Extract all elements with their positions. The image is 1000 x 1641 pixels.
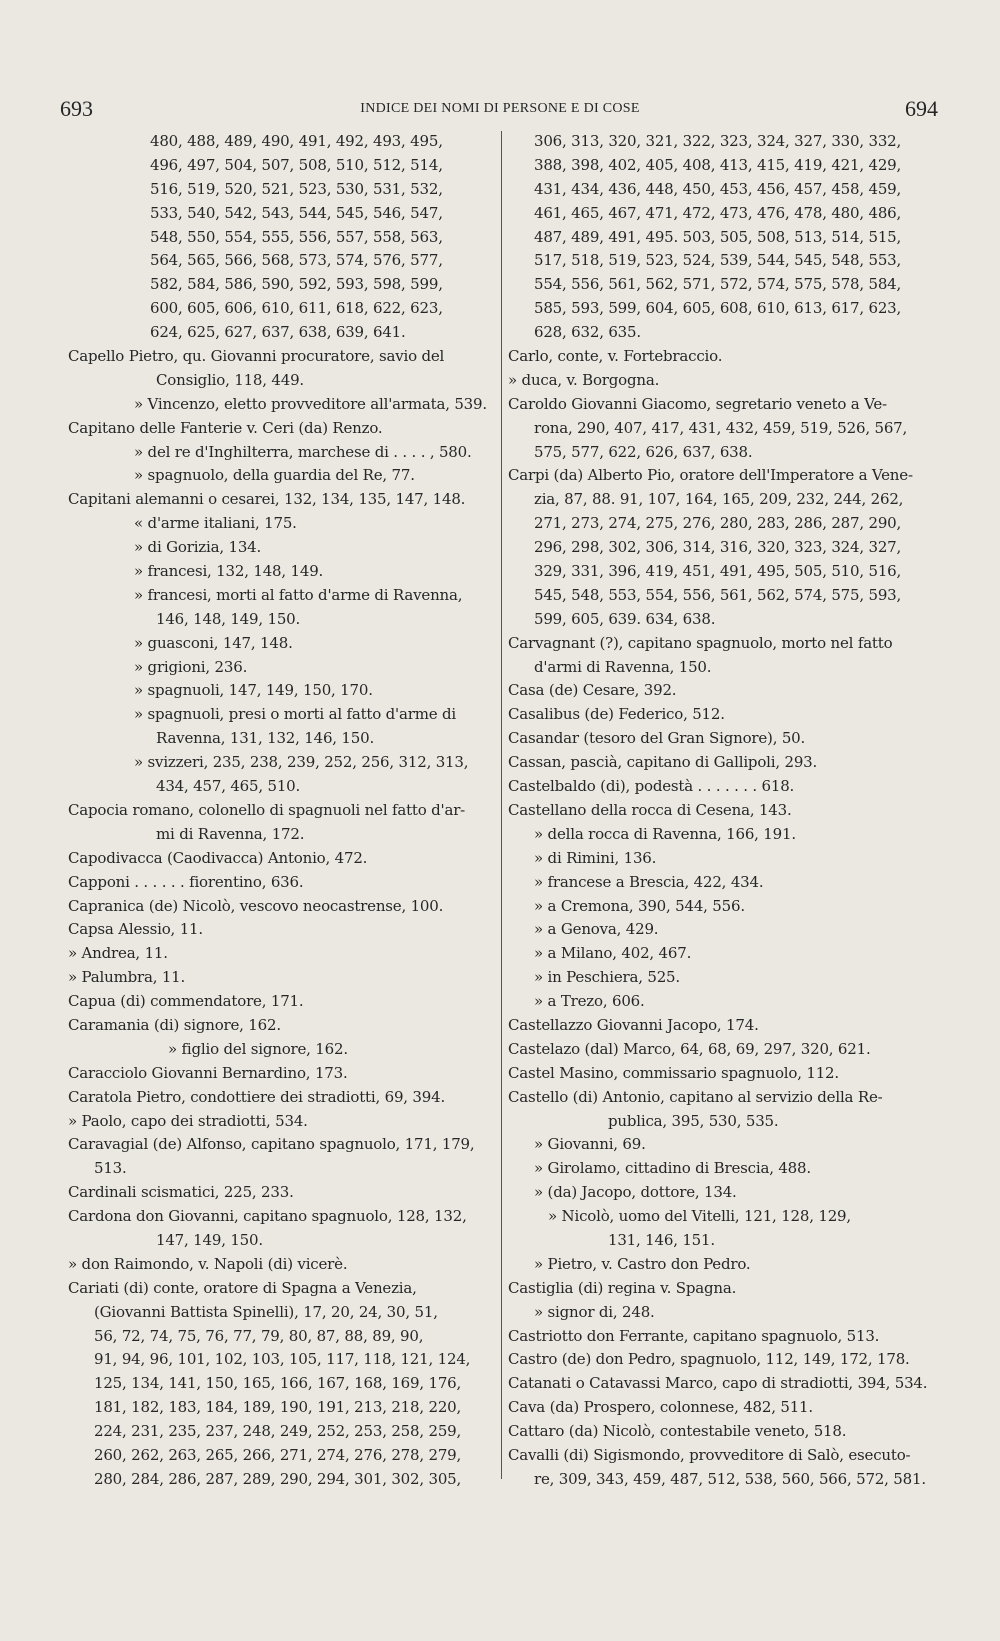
running-title: INDICE DEI NOMI DI PERSONE E DI COSE bbox=[360, 101, 640, 116]
index-line: » svizzeri, 235, 238, 239, 252, 256, 312, 313, bbox=[134, 753, 469, 772]
index-line: Capponi . . . . . . fiorentino, 636. bbox=[68, 872, 304, 891]
index-line: 296, 298, 302, 306, 314, 316, 320, 323, 324, 327, bbox=[534, 538, 902, 557]
index-line: » grigioni, 236. bbox=[134, 657, 248, 676]
index-line: 516, 519, 520, 521, 523, 530, 531, 532, bbox=[150, 179, 443, 198]
index-line: 271, 273, 274, 275, 276, 280, 283, 286, 287, 290, bbox=[534, 514, 902, 533]
index-line: Consiglio, 118, 449. bbox=[156, 370, 304, 389]
index-line: 575, 577, 622, 626, 637, 638. bbox=[534, 442, 753, 461]
index-line: » Girolamo, cittadino di Brescia, 488. bbox=[534, 1159, 811, 1178]
index-line: » figlio del signore, 162. bbox=[168, 1039, 348, 1058]
index-line: » francese a Brescia, 422, 434. bbox=[534, 872, 764, 891]
index-line: 131, 146, 151. bbox=[608, 1230, 715, 1249]
index-line: » (da) Jacopo, dottore, 134. bbox=[534, 1183, 737, 1202]
index-line: Casandar (tesoro del Gran Signore), 50. bbox=[508, 729, 806, 748]
index-line: 461, 465, 467, 471, 472, 473, 476, 478, 480, 486, bbox=[534, 203, 902, 222]
index-line: » in Peschiera, 525. bbox=[534, 968, 680, 987]
index-line: 533, 540, 542, 543, 544, 545, 546, 547, bbox=[150, 203, 443, 222]
index-line: « d'arme italiani, 175. bbox=[134, 514, 297, 533]
index-line: 431, 434, 436, 448, 450, 453, 456, 457, 458, 459, bbox=[534, 179, 902, 198]
page-number-right: 694 bbox=[905, 96, 938, 121]
index-line: zia, 87, 88. 91, 107, 164, 165, 209, 232, 244, 262, bbox=[534, 490, 904, 509]
index-line: » don Raimondo, v. Napoli (di) vicerè. bbox=[68, 1254, 348, 1273]
index-line: » Andrea, 11. bbox=[68, 944, 168, 963]
index-line: 585, 593, 599, 604, 605, 608, 610, 613, 617, 623, bbox=[534, 299, 902, 318]
index-line: Castelazo (dal) Marco, 64, 68, 69, 297, 320, 621. bbox=[508, 1039, 871, 1058]
index-line: 181, 182, 183, 184, 189, 190, 191, 213, 218, 220, bbox=[94, 1398, 462, 1417]
index-line: » a Trezo, 606. bbox=[534, 992, 645, 1011]
index-line: Castro (de) don Pedro, spagnuolo, 112, 149, 172, 178. bbox=[508, 1350, 910, 1369]
index-line: 599, 605, 639. 634, 638. bbox=[534, 609, 716, 628]
index-line: » di Gorizia, 134. bbox=[134, 538, 262, 557]
index-line: » a Cremona, 390, 544, 556. bbox=[534, 896, 745, 915]
index-line: Capello Pietro, qu. Giovanni procuratore, savio del bbox=[68, 347, 445, 366]
index-line: 224, 231, 235, 237, 248, 249, 252, 253, 258, 259, bbox=[94, 1422, 462, 1441]
index-line: » Nicolò, uomo del Vitelli, 121, 128, 129, bbox=[548, 1207, 851, 1226]
index-line: 306, 313, 320, 321, 322, 323, 324, 327, 330, 332, bbox=[534, 132, 902, 150]
index-line: 388, 398, 402, 405, 408, 413, 415, 419, 421, 429, bbox=[534, 155, 902, 174]
index-line: 628, 632, 635. bbox=[534, 323, 641, 342]
page-number-left: 693 bbox=[60, 96, 93, 121]
column-divider bbox=[501, 131, 502, 1479]
index-line: » guasconi, 147, 148. bbox=[134, 633, 293, 652]
index-line: Caracciolo Giovanni Bernardino, 173. bbox=[68, 1063, 348, 1082]
index-line: publica, 395, 530, 535. bbox=[608, 1111, 779, 1130]
index-line: » Giovanni, 69. bbox=[534, 1135, 646, 1154]
index-line: Cariati (di) conte, oratore di Spagna a Venezia, bbox=[68, 1278, 417, 1297]
index-line: Cassan, pascià, capitano di Gallipoli, 293. bbox=[508, 753, 818, 772]
index-line: re, 309, 343, 459, 487, 512, 538, 560, 566, 572, 581. bbox=[534, 1469, 926, 1488]
index-line: » della rocca di Ravenna, 166, 191. bbox=[534, 824, 796, 843]
index-line: Caroldo Giovanni Giacomo, segretario veneto a Ve- bbox=[508, 394, 887, 413]
index-line: 434, 457, 465, 510. bbox=[156, 777, 301, 796]
index-line: » di Rimini, 136. bbox=[534, 848, 657, 867]
index-line: 146, 148, 149, 150. bbox=[156, 609, 301, 628]
index-line: 496, 497, 504, 507, 508, 510, 512, 514, bbox=[150, 155, 443, 174]
index-line: 624, 625, 627, 637, 638, 639, 641. bbox=[150, 323, 406, 342]
index-line: 513. bbox=[94, 1159, 127, 1178]
index-line: 329, 331, 396, 419, 451, 491, 495, 505, 510, 516, bbox=[534, 562, 902, 581]
index-line: Capua (di) commendatore, 171. bbox=[68, 992, 304, 1011]
index-line: 600, 605, 606, 610, 611, 618, 622, 623, bbox=[150, 299, 443, 318]
index-line: » Vincenzo, eletto provveditore all'armata, 539. bbox=[134, 394, 487, 413]
index-line: Caravagial (de) Alfonso, capitano spagnuolo, 171, 179, bbox=[68, 1135, 475, 1154]
index-line: Castello (di) Antonio, capitano al servizio della Re- bbox=[508, 1087, 883, 1106]
index-line: 260, 262, 263, 265, 266, 271, 274, 276, 278, 279, bbox=[94, 1445, 462, 1464]
index-line: » a Milano, 402, 467. bbox=[534, 944, 692, 963]
index-line: mi di Ravenna, 172. bbox=[156, 824, 305, 843]
index-line: Cardinali scismatici, 225, 233. bbox=[68, 1183, 294, 1202]
index-line: 548, 550, 554, 555, 556, 557, 558, 563, bbox=[150, 227, 443, 246]
index-line: Castellazzo Giovanni Jacopo, 174. bbox=[508, 1015, 759, 1034]
index-line: 554, 556, 561, 562, 571, 572, 574, 575, 578, 584, bbox=[534, 275, 902, 294]
index-line: 564, 565, 566, 568, 573, 574, 576, 577, bbox=[150, 251, 443, 270]
index-column-right bbox=[508, 130, 934, 1492]
index-line: d'armi di Ravenna, 150. bbox=[534, 657, 712, 676]
index-line: Casa (de) Cesare, 392. bbox=[508, 681, 677, 700]
index-line: Castelbaldo (di), podestà . . . . . . . 618. bbox=[508, 777, 795, 796]
index-line: Cava (da) Prospero, colonnese, 482, 511. bbox=[508, 1398, 813, 1417]
index-line: 480, 488, 489, 490, 491, 492, 493, 495, bbox=[150, 132, 443, 150]
index-line: 545, 548, 553, 554, 556, 561, 562, 574, 575, 593, bbox=[534, 585, 902, 604]
index-line: Capranica (de) Nicolò, vescovo neocastrense, 100. bbox=[68, 896, 444, 915]
index-line: » spagnuolo, della guardia del Re, 77. bbox=[134, 466, 415, 485]
index-line: » duca, v. Borgogna. bbox=[508, 370, 660, 389]
index-column-left bbox=[68, 130, 487, 1492]
index-line: Capodivacca (Caodivacca) Antonio, 472. bbox=[68, 848, 368, 867]
index-line: » a Genova, 429. bbox=[534, 920, 659, 939]
index-line: Catanati o Catavassi Marco, capo di stradiotti, 394, 534. bbox=[508, 1374, 928, 1393]
index-line: » Paolo, capo dei stradiotti, 534. bbox=[68, 1111, 308, 1130]
index-line: 147, 149, 150. bbox=[156, 1230, 263, 1249]
index-line: » spagnuoli, presi o morti al fatto d'arme di bbox=[134, 705, 456, 724]
index-line: Cattaro (da) Nicolò, contestabile veneto, 518. bbox=[508, 1422, 847, 1441]
index-line: 125, 134, 141, 150, 165, 166, 167, 168, 169, 176, bbox=[94, 1374, 462, 1393]
index-line: 91, 94, 96, 101, 102, 103, 105, 117, 118, 121, 124, bbox=[94, 1350, 471, 1369]
index-line: Castellano della rocca di Cesena, 143. bbox=[508, 800, 792, 819]
index-line: Capocia romano, colonello di spagnuoli nel fatto d'ar- bbox=[68, 800, 466, 819]
index-line: » Pietro, v. Castro don Pedro. bbox=[534, 1254, 751, 1273]
index-line: Carpi (da) Alberto Pio, oratore dell'Imperatore a Vene- bbox=[508, 466, 913, 485]
index-line: (Giovanni Battista Spinelli), 17, 20, 24, 30, 51, bbox=[94, 1302, 438, 1321]
index-line: Cardona don Giovanni, capitano spagnuolo, 128, 132, bbox=[68, 1207, 467, 1226]
index-line: Castiglia (di) regina v. Spagna. bbox=[508, 1278, 737, 1297]
index-line: Capsa Alessio, 11. bbox=[68, 920, 203, 939]
index-line: rona, 290, 407, 417, 431, 432, 459, 519, 526, 567, bbox=[534, 418, 908, 437]
index-line: Castriotto don Ferrante, capitano spagnuolo, 513. bbox=[508, 1326, 880, 1345]
index-line: 56, 72, 74, 75, 76, 77, 79, 80, 87, 88, 89, 90, bbox=[94, 1326, 424, 1345]
index-line: Capitani alemanni o cesarei, 132, 134, 135, 147, 148. bbox=[68, 490, 466, 509]
index-line: 487, 489, 491, 495. 503, 505, 508, 513, 514, 515, bbox=[534, 227, 902, 246]
index-line: Carvagnant (?), capitano spagnuolo, morto nel fatto bbox=[508, 633, 893, 652]
index-line: Carlo, conte, v. Fortebraccio. bbox=[508, 347, 723, 366]
index-line: Capitano delle Fanterie v. Ceri (da) Renzo. bbox=[68, 418, 383, 437]
index-line: » spagnuoli, 147, 149, 150, 170. bbox=[134, 681, 373, 700]
index-line: » francesi, 132, 148, 149. bbox=[134, 562, 324, 581]
index-line: Ravenna, 131, 132, 146, 150. bbox=[156, 729, 375, 748]
index-line: Caratola Pietro, condottiere dei stradiotti, 69, 394. bbox=[68, 1087, 446, 1106]
index-line: » francesi, morti al fatto d'arme di Ravenna, bbox=[134, 585, 463, 604]
index-line: » signor di, 248. bbox=[534, 1302, 655, 1321]
index-line: Casalibus (de) Federico, 512. bbox=[508, 705, 725, 724]
index-line: Caramania (di) signore, 162. bbox=[68, 1015, 281, 1034]
index-line: Cavalli (di) Sigismondo, provveditore di Salò, esecuto- bbox=[508, 1445, 911, 1464]
index-line: 582, 584, 586, 590, 592, 593, 598, 599, bbox=[150, 275, 443, 294]
index-line: Castel Masino, commissario spagnuolo, 112. bbox=[508, 1063, 839, 1082]
index-line: 517, 518, 519, 523, 524, 539, 544, 545, 548, 553, bbox=[534, 251, 902, 270]
index-line: » Palumbra, 11. bbox=[68, 968, 186, 987]
index-line: 280, 284, 286, 287, 289, 290, 294, 301, 302, 305, bbox=[94, 1469, 462, 1488]
index-line: » del re d'Inghilterra, marchese di . . . . , 580. bbox=[134, 442, 472, 461]
